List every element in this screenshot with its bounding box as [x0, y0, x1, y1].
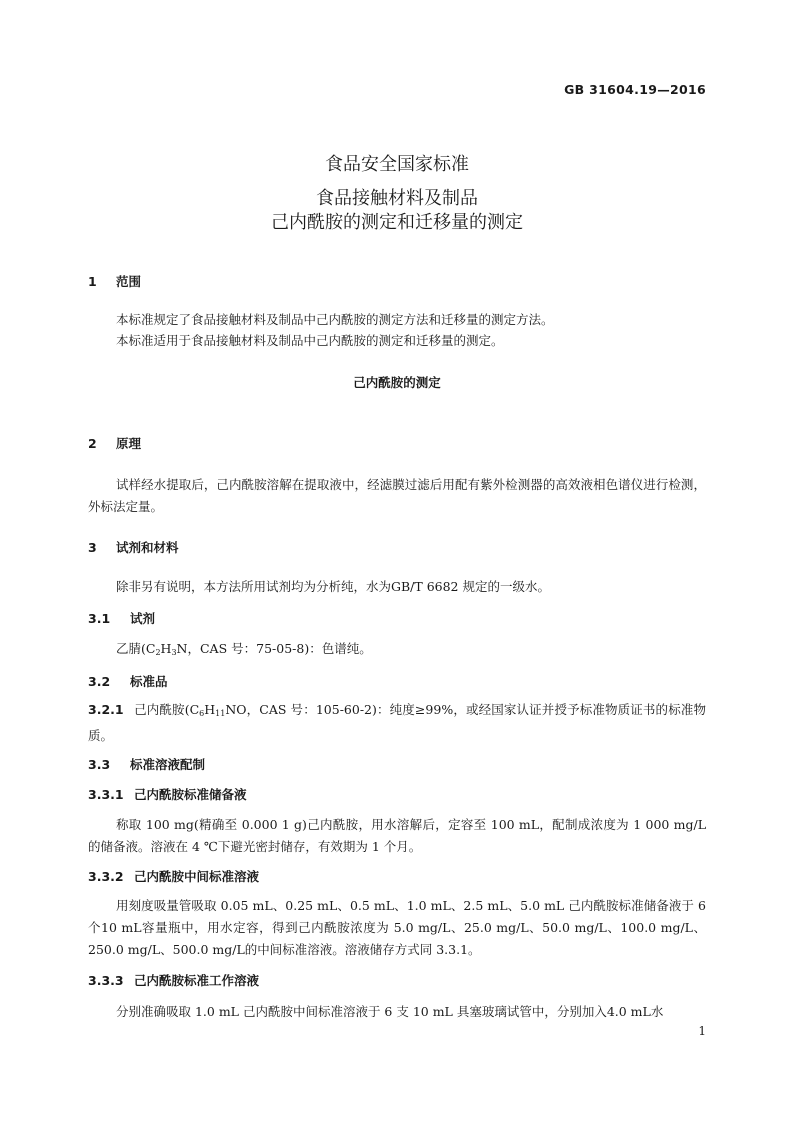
section-3-3-1-heading	[88, 785, 247, 803]
section-2-paragraph: 试样经水提取后，己内酰胺溶解在提取液中，经滤膜过滤后用配有紫外检测器的高效液相色谱仪进行检测，外标法定量。	[88, 477, 706, 514]
section-number: 3.3.1	[88, 787, 124, 802]
text-part: H	[204, 702, 216, 717]
subscript: 3	[171, 648, 177, 657]
page-number: 1	[698, 1024, 706, 1038]
reagent-acetonitrile	[116, 638, 372, 663]
section-3-3-2-heading	[88, 867, 259, 885]
section-title: 标准品	[130, 674, 168, 689]
doc-title-line2: 食品接触材料及制品	[316, 188, 478, 209]
section-3-3-3-paragraph: 分别准确吸取 1.0 mL 己内酰胺中间标准溶液于 6 支 10 mL 具塞玻璃试管中，分别加入4.0 mL水	[116, 1004, 664, 1019]
section-number: 1	[88, 274, 97, 289]
subscript: 6	[199, 709, 205, 718]
section-title: 己内酰胺标准工作溶液	[134, 973, 260, 988]
section-1-paragraph-1: 本标准规定了食品接触材料及制品中己内酰胺的测定方法和迁移量的测定方法。	[116, 312, 554, 327]
section-title: 己内酰胺中间标准溶液	[134, 869, 260, 884]
section-3-2-1-paragraph	[88, 699, 706, 747]
section-2-heading	[88, 434, 141, 452]
subscript: 11	[215, 709, 226, 718]
section-3-3-2-paragraph: 用刻度吸量管吸取 0.05 mL、0.25 mL、0.5 mL、1.0 mL、2.5 mL、5.0 mL 己内酰胺标准储备液于 6 个10 mL容量瓶中，用水定容，得到己内酰胺浓度为 5.0 mg/L、25.0 mg/L、50.0 mg/L、100.0 mg/L、250.0 mg/L、500.0 mg/L的中间标准溶液。溶液储存方式同 3.3.1。	[88, 898, 706, 957]
text-part: 己内酰胺(C	[134, 702, 200, 717]
doc-title-line3: 己内酰胺的测定和迁移量的测定	[271, 212, 523, 233]
section-3-1-heading	[88, 609, 155, 627]
section-3-3-heading	[88, 755, 205, 773]
section-number: 3.3.2	[88, 869, 124, 884]
section-title: 试剂	[130, 611, 156, 626]
doc-title-main: 食品安全国家标准	[325, 154, 469, 175]
section-title: 试剂和材料	[116, 540, 179, 555]
section-number: 3.3	[88, 757, 111, 772]
section-1-paragraph-2: 本标准适用于食品接触材料及制品中己内酰胺的测定和迁移量的测定。	[116, 333, 504, 348]
section-3-2-heading	[88, 672, 168, 690]
standard-number: GB 31604.19—2016	[564, 82, 706, 97]
section-title: 标准溶液配制	[130, 757, 206, 772]
section-1-heading	[88, 272, 141, 290]
part-title: 己内酰胺的测定	[353, 375, 441, 390]
section-title: 己内酰胺标准储备液	[134, 787, 247, 802]
text-part: NO，CAS 号：105-60-2)：纯度≥99%，或经国家认证并授予标准物质证书的标准物质。	[88, 702, 706, 743]
section-number: 3.2	[88, 674, 111, 689]
section-3-heading	[88, 538, 179, 556]
section-3-3-1-paragraph: 称取 100 mg(精确至 0.000 1 g)己内酰胺，用水溶解后，定容至 100 mL，配制成浓度为 1 000 mg/L 的储备液。溶液在 4 ℃下避光密封储存，有效期为 1 个月。	[88, 817, 706, 854]
section-number: 3.2.1	[88, 702, 124, 717]
section-number: 3.3.3	[88, 973, 124, 988]
section-number: 2	[88, 436, 97, 451]
subscript: 2	[155, 648, 161, 657]
section-3-paragraph: 除非另有说明，本方法所用试剂均为分析纯，水为GB/T 6682 规定的一级水。	[116, 579, 550, 594]
text-part: 乙腈(C	[116, 641, 156, 656]
section-3-3-3-heading	[88, 971, 259, 989]
text-part: N，CAS 号：75-05-8)：色谱纯。	[176, 641, 372, 656]
section-title: 范围	[116, 274, 142, 289]
section-number: 3	[88, 540, 97, 555]
section-number: 3.1	[88, 611, 111, 626]
text-part: H	[160, 641, 172, 656]
section-title: 原理	[116, 436, 142, 451]
